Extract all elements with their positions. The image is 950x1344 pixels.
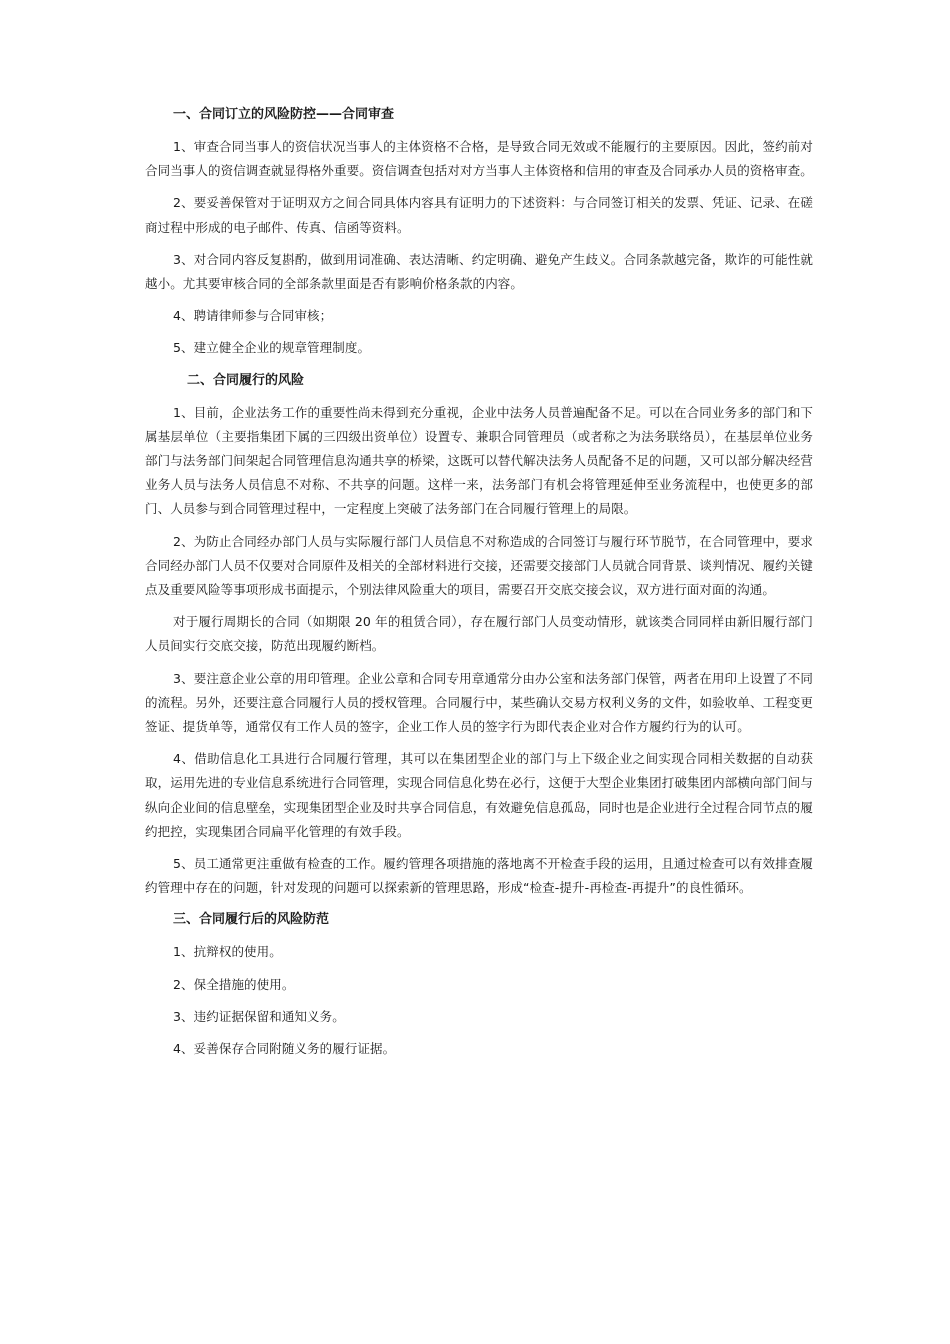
paragraph: 1、审查合同当事人的资信状况当事人的主体资格不合格，是导致合同无效或不能履行的主要原因。因此，签约前对合同当事人的资信调查就显得格外重要。资信调查包括对对方当事人主体资格和信用的审查及合同承办人员的资格审查。	[145, 139, 813, 179]
paragraph: 4、聘请律师参与合同审核；	[173, 308, 333, 324]
paragraph: 对于履行周期长的合同（如期限 20 年的租赁合同），存在履行部门人员变动情形，就该类合同同样由新旧履行部门人员间实行交底交接，防范出现履约断档。	[145, 614, 813, 654]
paragraph: 5、员工通常更注重做有检查的工作。履约管理各项措施的落地离不开检查手段的运用，且通过检查可以有效排查履约管理中存在的问题，针对发现的问题可以探索新的管理思路，形成“检查-提升-再检查-再提升”的良性循环。	[145, 856, 813, 896]
paragraph: 2、为防止合同经办部门人员与实际履行部门人员信息不对称造成的合同签订与履行环节脱节，在合同管理中，要求合同经办部门人员不仅要对合同原件及相关的全部材料进行交接，还需要交接部门人员就合同背景、谈判情况、履约关键点及重要风险等事项形成书面提示，个别法律风险重大的项目，需要召开交底交接会议，双方进行面对面的沟通。	[145, 533, 813, 598]
paragraph: 4、借助信息化工具进行合同履行管理，其可以在集团型企业的部门与上下级企业之间实现合同相关数据的自动获取，运用先进的专业信息系统进行合同管理，实现合同信息化势在必行，这便于大型企业集团打破集团内部横向部门间与纵向企业间的信息壁垒，实现集团型企业及时共享合同信息，有效避免信息孤岛，同时也是企业进行全过程合同节点的履约把控，实现集团合同扁平化管理的有效手段。	[145, 751, 813, 839]
paragraph: 4、妥善保存合同附随义务的履行证据。	[173, 1041, 396, 1057]
paragraph: 2、要妥善保管对于证明双方之间合同具体内容具有证明力的下述资料：与合同签订相关的发票、凭证、记录、在磋商过程中形成的电子邮件、传真、信函等资料。	[145, 195, 813, 235]
section-heading-1: 一、合同订立的风险防控——合同审查	[173, 107, 395, 122]
paragraph: 1、目前，企业法务工作的重要性尚未得到充分重视，企业中法务人员普遍配备不足。可以在合同业务多的部门和下属基层单位（主要指集团下属的三四级出资单位）设置专、兼职合同管理员（或者称之为法务联络员），在基层单位业务部门与法务部门间架起合同管理信息沟通共享的桥梁，这既可以替代解决法务人员配备不足的问题，又可以部分解决经营业务人员与法务人员信息不对称、不共享的问题。这样一来，法务部门有机会将管理延伸至业务流程中，也使更多的部门、人员参与到合同管理过程中，一定程度上突破了法务部门在合同履行管理上的局限。	[145, 404, 813, 517]
section-heading-2: 二、合同履行的风险	[187, 372, 305, 388]
document-body	[145, 103, 813, 1069]
paragraph: 3、违约证据保留和通知义务。	[173, 1008, 345, 1024]
paragraph: 3、要注意企业公章的用印管理。企业公章和合同专用章通常分由办公室和法务部门保管，两者在用印上设置了不同的流程。另外，还要注意合同履行人员的授权管理。合同履行中，某些确认交易方权利义务的文件，如验收单、工程变更签证、提货单等，通常仅有工作人员的签字，企业工作人员的签字行为即代表企业对合作方履约行为的认可。	[145, 670, 813, 735]
paragraph: 1、抗辩权的使用。	[173, 944, 282, 960]
section-heading-3: 三、合同履行后的风险防范	[173, 912, 330, 928]
paragraph: 3、对合同内容反复斟酌，做到用词准确、表达清晰、约定明确、避免产生歧义。合同条款越完备，欺诈的可能性就越小。尤其要审核合同的全部条款里面是否有影响价格条款的内容。	[145, 251, 813, 292]
paragraph: 2、保全措施的使用。	[173, 976, 295, 992]
paragraph: 5、建立健全企业的规章管理制度。	[173, 340, 371, 356]
